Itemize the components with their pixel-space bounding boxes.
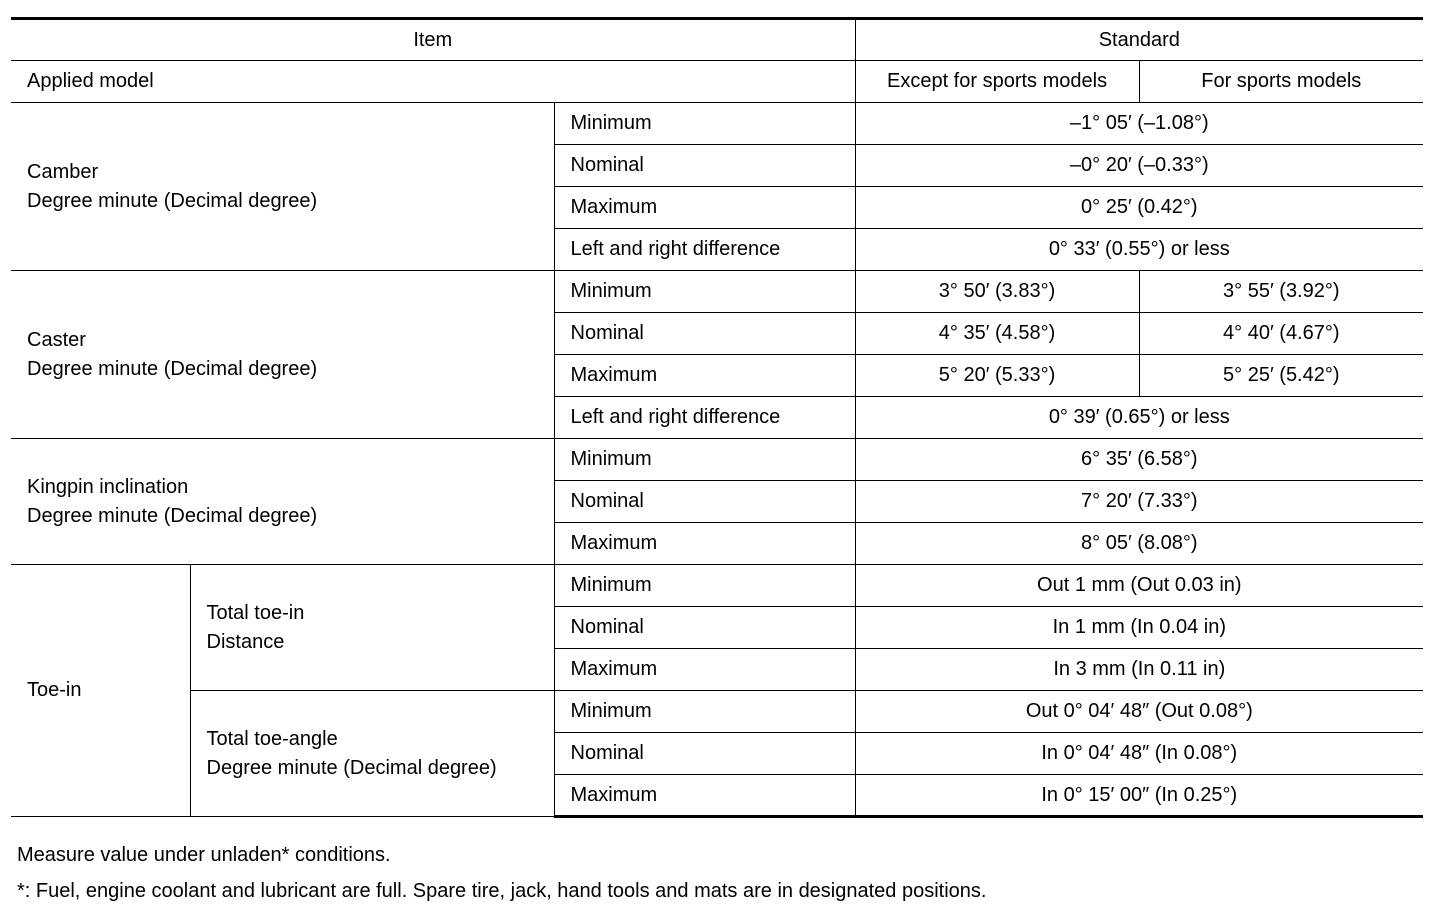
row-label-minimum: Minimum <box>554 439 855 481</box>
row-label-nominal: Nominal <box>554 733 855 775</box>
toein-angle-nominal: In 0° 04′ 48″ (In 0.08°) <box>855 733 1423 775</box>
table-row <box>11 271 1423 313</box>
row-label-nominal: Nominal <box>554 481 855 523</box>
row-label-maximum: Maximum <box>554 187 855 229</box>
footnote: *: Fuel, engine coolant and lubricant are full. Spare tire, jack, hand tools and mats are in designated positions. <box>17 880 987 902</box>
kingpin-label-cell <box>11 439 554 565</box>
camber-name: Camber <box>27 160 99 183</box>
caster-maximum-std: 5° 20′ (5.33°) <box>855 355 1139 397</box>
for-sports-header: For sports models <box>1139 61 1423 103</box>
measurement-note: Measure value under unladen* conditions. <box>17 844 391 866</box>
item-header: Item <box>11 19 855 61</box>
kingpin-maximum: 8° 05′ (8.08°) <box>855 523 1423 565</box>
table-row <box>11 565 1423 607</box>
applied-model-row <box>11 61 1423 103</box>
toein-angle-maximum: In 0° 15′ 00″ (In 0.25°) <box>855 775 1423 817</box>
table-row <box>11 691 1423 733</box>
kingpin-name: Kingpin inclination <box>27 475 189 498</box>
except-sports-header: Except for sports models <box>855 61 1139 103</box>
camber-lr-diff: 0° 33′ (0.55°) or less <box>855 229 1423 271</box>
row-label-minimum: Minimum <box>554 691 855 733</box>
table-row <box>11 103 1423 145</box>
toein-angle-label-cell <box>190 691 554 817</box>
toein-angle-minimum: Out 0° 04′ 48″ (Out 0.08°) <box>855 691 1423 733</box>
toein-angle-unit: Degree minute (Decimal degree) <box>206 756 497 779</box>
kingpin-minimum: 6° 35′ (6.58°) <box>855 439 1423 481</box>
camber-minimum: –1° 05′ (–1.08°) <box>855 103 1423 145</box>
row-label-lr-diff: Left and right difference <box>554 229 855 271</box>
caster-minimum-std: 3° 50′ (3.83°) <box>855 271 1139 313</box>
row-label-minimum: Minimum <box>554 103 855 145</box>
applied-model-label: Applied model <box>11 61 855 103</box>
toein-distance-name: Total toe-in <box>206 601 305 624</box>
row-label-minimum: Minimum <box>554 271 855 313</box>
toein-distance-nominal: In 1 mm (In 0.04 in) <box>855 607 1423 649</box>
caster-unit: Degree minute (Decimal degree) <box>27 357 318 380</box>
row-label-nominal: Nominal <box>554 607 855 649</box>
camber-nominal: –0° 20′ (–0.33°) <box>855 145 1423 187</box>
caster-nominal-sport: 4° 40′ (4.67°) <box>1139 313 1423 355</box>
row-label-minimum: Minimum <box>554 565 855 607</box>
camber-maximum: 0° 25′ (0.42°) <box>855 187 1423 229</box>
wheel-alignment-spec-table <box>11 17 1423 818</box>
header-row <box>11 19 1423 61</box>
kingpin-nominal: 7° 20′ (7.33°) <box>855 481 1423 523</box>
row-label-maximum: Maximum <box>554 355 855 397</box>
caster-label-cell <box>11 271 554 439</box>
caster-minimum-sport: 3° 55′ (3.92°) <box>1139 271 1423 313</box>
caster-lr-diff: 0° 39′ (0.65°) or less <box>855 397 1423 439</box>
standard-header: Standard <box>855 19 1423 61</box>
row-label-maximum: Maximum <box>554 523 855 565</box>
toein-distance-maximum: In 3 mm (In 0.11 in) <box>855 649 1423 691</box>
camber-unit: Degree minute (Decimal degree) <box>27 189 318 212</box>
toein-distance-minimum: Out 1 mm (Out 0.03 in) <box>855 565 1423 607</box>
caster-name: Caster <box>27 328 86 351</box>
camber-label-cell <box>11 103 554 271</box>
toein-distance-unit: Distance <box>206 630 285 653</box>
kingpin-unit: Degree minute (Decimal degree) <box>27 504 318 527</box>
caster-nominal-std: 4° 35′ (4.58°) <box>855 313 1139 355</box>
row-label-nominal: Nominal <box>554 313 855 355</box>
row-label-maximum: Maximum <box>554 649 855 691</box>
row-label-lr-diff: Left and right difference <box>554 397 855 439</box>
toein-angle-name: Total toe-angle <box>206 727 338 750</box>
row-label-maximum: Maximum <box>554 775 855 817</box>
row-label-nominal: Nominal <box>554 145 855 187</box>
table-row <box>11 439 1423 481</box>
toein-distance-label-cell <box>190 565 554 691</box>
caster-maximum-sport: 5° 25′ (5.42°) <box>1139 355 1423 397</box>
toein-label: Toe-in <box>11 565 190 817</box>
